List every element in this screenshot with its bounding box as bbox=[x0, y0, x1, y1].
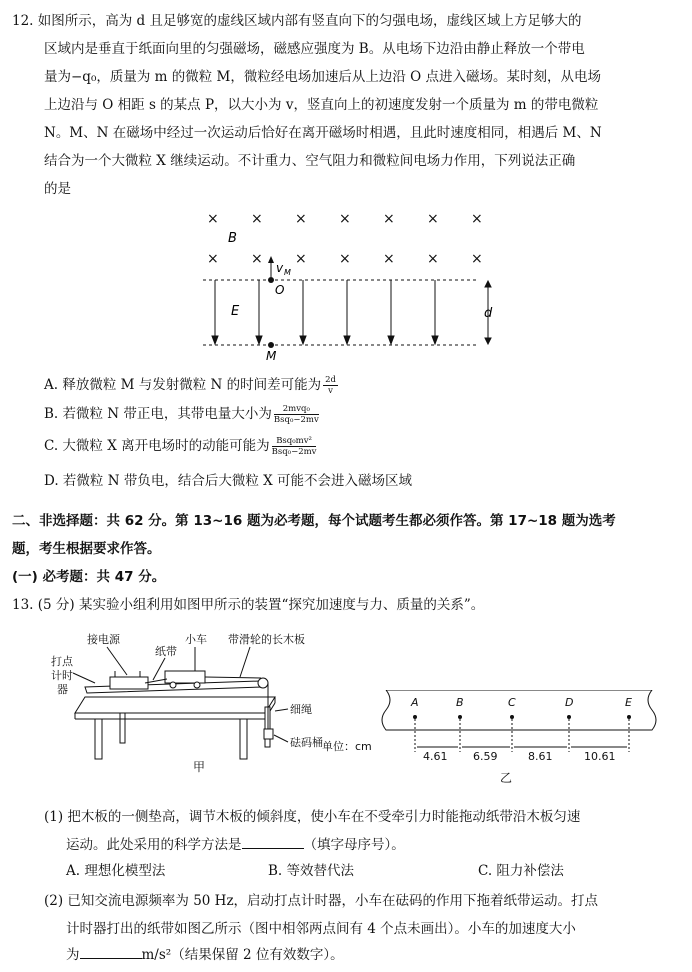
tape-outline bbox=[382, 690, 656, 730]
label-timer-3: 器 bbox=[57, 683, 68, 696]
option-D: D. 若微粒 N 带负电，结合后大微粒 X 可能不会进入磁场区域 bbox=[44, 473, 413, 489]
q12-line-6: 结合为一个大微粒 X 继续运动。不计重力、空气阻力和微粒间电场力作用，下列说法正确 bbox=[44, 153, 576, 169]
label-M: M bbox=[266, 349, 277, 363]
section2-heading-line2: 题，考生根据要求作答。 bbox=[12, 541, 161, 557]
q13-p1-optB: B. 等效替代法 bbox=[268, 863, 355, 879]
tape-dots bbox=[413, 715, 631, 719]
fraction-denominator: Bsq₀−2mv bbox=[271, 447, 317, 457]
label-cart: 小车 bbox=[185, 633, 207, 646]
label-timer-2: 计时 bbox=[51, 669, 73, 682]
label-B: B bbox=[228, 231, 237, 246]
option-B-text: B. 若微粒 N 带正电，其带电量大小为 bbox=[44, 406, 272, 422]
option-A bbox=[44, 374, 340, 396]
label-vM: v bbox=[276, 261, 284, 275]
unit-label: 单位：cm bbox=[322, 740, 372, 753]
label-E: E bbox=[231, 304, 240, 319]
q12-line-3: 量为−q₀，质量为 m 的微粒 M，微粒经电场加速后从上边沿 O 点进入磁场。某时刻，从电场 bbox=[44, 69, 602, 85]
option-C-fraction bbox=[272, 436, 317, 457]
point-label-B: B bbox=[456, 696, 464, 709]
label-timer-1: 打点 bbox=[51, 655, 73, 668]
q13-p2-line1: (2) 已知交流电源频率为 50 Hz，启动打点计时器，小车在砝码的作用下拖着纸带运动。打点 bbox=[44, 893, 599, 909]
q13-p1-optC: C. 阻力补偿法 bbox=[478, 863, 564, 879]
point-O bbox=[268, 277, 274, 283]
label-d: d bbox=[484, 306, 493, 321]
cross-mark: × bbox=[207, 211, 219, 227]
label-power: 接电源 bbox=[87, 633, 120, 646]
fraction-numerator: Bsq₀mv² bbox=[272, 436, 317, 447]
answer-blank-1[interactable] bbox=[242, 836, 304, 849]
q13-p1-line1: (1) 把木板的一侧垫高，调节木板的倾斜度，使小车在不受牵引力时能拖动纸带沿木板匀速 bbox=[44, 809, 581, 825]
point-label-A: A bbox=[411, 696, 419, 709]
magnetic-field-crosses bbox=[207, 211, 483, 267]
cross-mark: × bbox=[427, 251, 439, 267]
caption-jia: 甲 bbox=[193, 760, 206, 774]
distance-CD: 8.61 bbox=[528, 750, 553, 763]
velocity-arrowhead bbox=[268, 256, 274, 263]
fraction-numerator: 2d bbox=[325, 375, 336, 385]
fraction-numerator: 2mvq₀ bbox=[274, 404, 319, 415]
q12-line-5: N。M、N 在磁场中经过一次运动后恰好在离开磁场时相遇，且此时速度相同，相遇后 M、N bbox=[44, 125, 602, 141]
option-A-fraction bbox=[323, 375, 338, 396]
cross-mark: × bbox=[295, 211, 307, 227]
label-tape: 纸带 bbox=[155, 645, 177, 658]
fraction-denominator: Bsq₀−2mv bbox=[273, 415, 319, 425]
point-label-D: D bbox=[565, 696, 574, 709]
q13-p2-line3 bbox=[66, 946, 344, 964]
q13-p2-line3-b: m/s²（结果保留 2 位有效数字）。 bbox=[141, 947, 344, 963]
electric-field-arrows bbox=[212, 280, 438, 344]
apparatus-drawing bbox=[73, 647, 288, 759]
q12-field-diagram bbox=[195, 205, 515, 365]
caption-yi: 乙 bbox=[500, 771, 513, 785]
label-bucket: 砝码桶 bbox=[290, 736, 323, 749]
section2-heading-line1: 二、非选择题：共 62 分。第 13~16 题为必考题，每个试题考生都必须作答。第 17~18 题为选考 bbox=[12, 513, 616, 529]
q13-p1-line2-b: （填字母序号）。 bbox=[303, 837, 405, 853]
point-M bbox=[268, 342, 274, 348]
option-B bbox=[44, 403, 321, 425]
fraction-denominator: v bbox=[328, 386, 333, 396]
cross-mark: × bbox=[295, 251, 307, 267]
cross-mark: × bbox=[383, 211, 395, 227]
q12-line-4: 上边沿与 O 相距 s 的某点 P，以大小为 v，竖直向上的初速度发射一个质量为 m 的带电微粒 bbox=[44, 97, 599, 113]
label-rope: 细绳 bbox=[290, 703, 312, 716]
point-label-C: C bbox=[508, 696, 516, 709]
cross-mark: × bbox=[251, 251, 263, 267]
option-A-text: A. 释放微粒 M 与发射微粒 N 的时间差可能为 bbox=[44, 377, 322, 393]
distance-AB: 4.61 bbox=[423, 750, 448, 763]
cross-mark: × bbox=[339, 211, 351, 227]
distance-BC: 6.59 bbox=[473, 750, 498, 763]
distance-DE: 10.61 bbox=[584, 750, 616, 763]
q13-p1-line2-a: 运动。此处采用的科学方法是 bbox=[66, 837, 242, 853]
q13-stem: 13. (5 分) 某实验小组利用如图甲所示的装置“探究加速度与力、质量的关系”。 bbox=[12, 597, 485, 613]
cross-mark: × bbox=[251, 211, 263, 227]
label-board: 带滑轮的长木板 bbox=[228, 633, 305, 646]
cross-mark: × bbox=[207, 251, 219, 267]
apparatus-figure-jia bbox=[45, 625, 350, 775]
q12-line-1: 12. 如图所示，高为 d 且足够宽的虚线区域内部有竖直向下的匀强电场，虚线区域上方足够大的 bbox=[12, 13, 582, 29]
q12-line-2: 区域内是垂直于纸面向里的匀强磁场，磁感应强度为 B。从电场下边沿由静止释放一个带电 bbox=[44, 41, 585, 57]
label-O: O bbox=[275, 283, 285, 297]
cross-mark: × bbox=[471, 251, 483, 267]
option-B-fraction bbox=[274, 404, 319, 425]
option-C bbox=[44, 435, 318, 457]
answer-blank-2[interactable] bbox=[80, 946, 142, 959]
option-C-text: C. 大微粒 X 离开电场时的动能可能为 bbox=[44, 438, 270, 454]
cross-mark: × bbox=[427, 211, 439, 227]
cross-mark: × bbox=[339, 251, 351, 267]
q13-p1-optA: A. 理想化模型法 bbox=[66, 863, 166, 879]
section2-subheading: (一) 必考题：共 47 分。 bbox=[12, 569, 166, 585]
tape-figure-yi bbox=[322, 690, 667, 790]
q13-p1-line2 bbox=[66, 836, 405, 854]
point-label-E: E bbox=[625, 696, 632, 709]
q13-p2-line3-a: 为 bbox=[66, 947, 80, 963]
q12-line-7: 的是 bbox=[44, 181, 71, 197]
cross-mark: × bbox=[471, 211, 483, 227]
q13-p2-line2: 计时器打出的纸带如图乙所示（图中相邻两点间有 4 个点未画出）。小车的加速度大小 bbox=[66, 921, 576, 937]
cross-mark: × bbox=[383, 251, 395, 267]
label-vM-sub: M bbox=[284, 268, 291, 277]
